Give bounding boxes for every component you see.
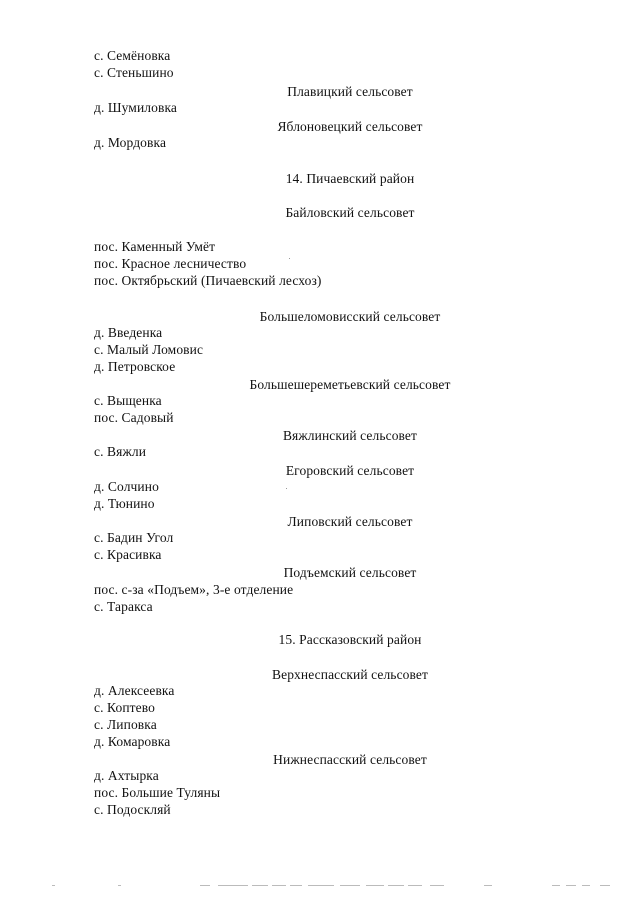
settlement-entry: д. Введенка xyxy=(94,325,163,340)
selsovet-heading: Липовский сельсовет xyxy=(287,514,413,529)
settlement-entry: д. Комаровка xyxy=(94,734,171,749)
settlement-entry: с. Бадин Угол xyxy=(94,530,174,545)
settlement-entry: д. Алексеевка xyxy=(94,683,175,698)
settlement-entry: пос. с-за «Подъем», 3-е отделение xyxy=(94,582,294,597)
settlement-entry: с. Красивка xyxy=(94,547,162,562)
selsovet-heading: Верхнеспасский сельсовет xyxy=(272,667,428,682)
settlement-entry: с. Вяжли xyxy=(94,444,147,459)
selsovet-heading: Егоровский сельсовет xyxy=(285,463,415,478)
settlement-entry: с. Стеньшино xyxy=(94,65,174,80)
selsovet-heading: Вяжлинский сельсовет xyxy=(282,428,418,443)
selsovet-heading: Подъемский сельсовет xyxy=(283,565,417,580)
scan-artifact-line xyxy=(0,884,640,888)
settlement-entry: с. Семёновка xyxy=(94,48,171,63)
settlement-entry: д. Мордовка xyxy=(94,135,167,150)
district-heading: 14. Пичаевский район xyxy=(285,171,415,186)
selsovet-heading: Яблоновецкий сельсовет xyxy=(277,119,423,134)
selsovet-heading: Большешереметьевский сельсовет xyxy=(249,377,451,392)
scan-speck xyxy=(289,258,290,259)
settlement-entry: пос. Большие Туляны xyxy=(94,785,221,800)
settlement-entry: д. Тюнино xyxy=(94,496,155,511)
settlement-entry: с. Подоскляй xyxy=(94,802,171,817)
settlement-entry: пос. Красное лесничество xyxy=(94,256,247,271)
settlement-entry: пос. Садовый xyxy=(94,410,174,425)
settlement-entry: с. Малый Ломовис xyxy=(94,342,204,357)
settlement-entry: д. Солчино xyxy=(94,479,159,494)
selsovet-heading: Байловский сельсовет xyxy=(285,205,415,220)
selsovet-heading: Большеломовисский сельсовет xyxy=(259,309,441,324)
settlement-entry: пос. Каменный Умёт xyxy=(94,239,216,254)
settlement-entry: д. Петровское xyxy=(94,359,176,374)
scan-speck xyxy=(286,488,287,489)
settlement-entry: д. Ахтырка xyxy=(94,768,159,783)
selsovet-heading: Нижнеспасский сельсовет xyxy=(273,752,427,767)
settlement-entry: пос. Октябрьский (Пичаевский лесхоз) xyxy=(94,273,322,288)
settlement-entry: с. Выщенка xyxy=(94,393,162,408)
district-heading: 15. Рассказовский район xyxy=(278,632,422,647)
settlement-entry: д. Шумиловка xyxy=(94,100,177,115)
settlement-entry: с. Таракса xyxy=(94,599,153,614)
settlement-entry: с. Коптево xyxy=(94,700,155,715)
selsovet-heading: Плавицкий сельсовет xyxy=(287,84,413,99)
settlement-entry: с. Липовка xyxy=(94,717,157,732)
